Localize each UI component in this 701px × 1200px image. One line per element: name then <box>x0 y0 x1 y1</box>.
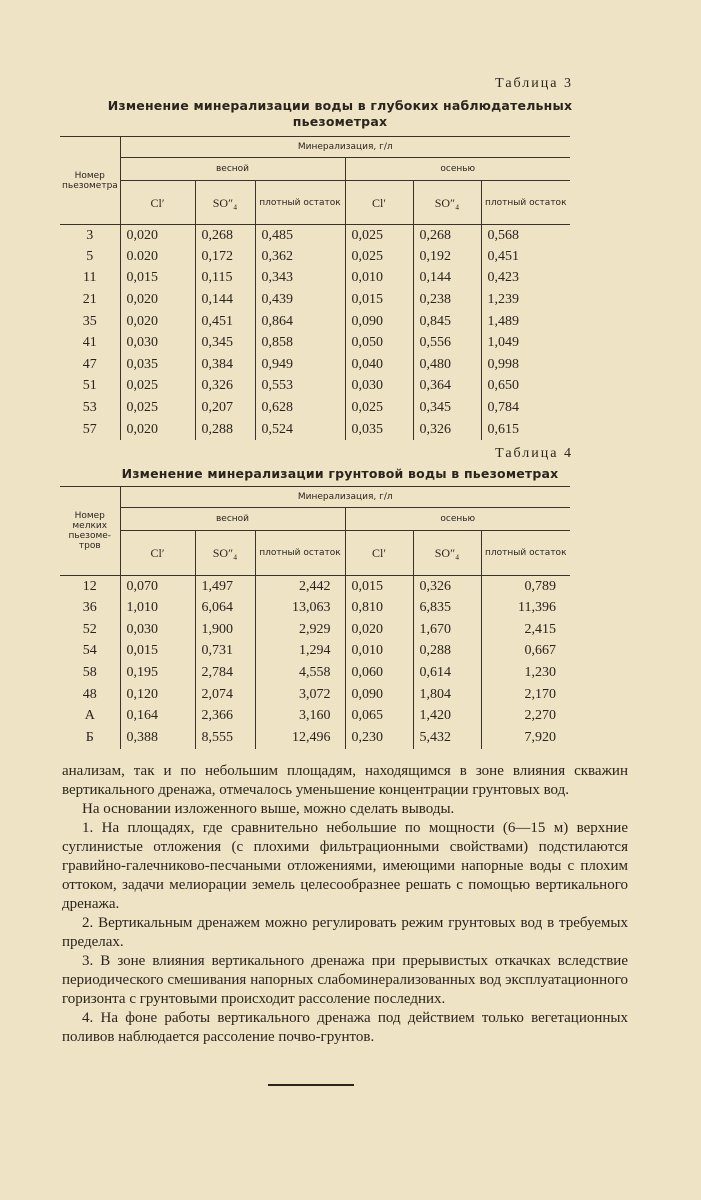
table3-cell: 0,025 <box>345 246 413 268</box>
table3-cl-spring-header: Cl′ <box>120 181 195 225</box>
table4-cell: 2,366 <box>195 706 255 728</box>
table3-cell: 0,238 <box>413 289 481 311</box>
table4-cell: 7,920 <box>481 727 570 749</box>
table3-cell: 1,049 <box>481 332 570 354</box>
table3-cell: 1,489 <box>481 311 570 333</box>
table3-cell: 0,268 <box>413 225 481 247</box>
table3-cell: 0,451 <box>481 246 570 268</box>
table4-cell: 12,496 <box>255 727 345 749</box>
table4-cell: 0,070 <box>120 576 195 598</box>
table3-cell: 0,784 <box>481 397 570 419</box>
table4-cell: 1,294 <box>255 641 345 663</box>
table3-cell: 0,020 <box>120 225 195 247</box>
table4-row-id: А <box>84 708 95 724</box>
table4-row <box>60 576 570 598</box>
table4-row-id: 54 <box>82 643 97 659</box>
table4-cell: 0,020 <box>345 619 413 641</box>
table4-cell: 0,667 <box>481 641 570 663</box>
table4-cell: 0,090 <box>345 684 413 706</box>
table3-cell: 0,115 <box>195 268 255 290</box>
table4-row-id: 12 <box>82 578 97 594</box>
table3-cell: 0,628 <box>255 397 345 419</box>
table3-cell: 0,423 <box>481 268 570 290</box>
table3-cell: 0,345 <box>195 332 255 354</box>
table4-mineralization-header: Минерализация, г/л <box>120 487 570 508</box>
table3-cell: 0,010 <box>345 268 413 290</box>
table3-cell: 0,090 <box>345 311 413 333</box>
table3 <box>60 136 570 440</box>
table4-cell: 0,060 <box>345 662 413 684</box>
table4-residue-autumn-header: плотный остаток <box>481 531 570 576</box>
table3-cell: 0,192 <box>413 246 481 268</box>
table3-cell: 0,144 <box>195 289 255 311</box>
table3-cell: 0,362 <box>255 246 345 268</box>
table3-cell: 0,326 <box>195 376 255 398</box>
table3-row-id: 3 <box>86 227 94 243</box>
table4-row <box>60 641 570 663</box>
table3-spring-header: весной <box>120 158 345 181</box>
table3-cell: 0,020 <box>120 419 195 441</box>
table3-residue-autumn-header: плотный остаток <box>481 181 570 225</box>
table3-so4-autumn-header: SO″₄ <box>413 181 481 225</box>
table3-cell: 0,553 <box>255 376 345 398</box>
table4-cell: 0,015 <box>345 576 413 598</box>
table4-cell: 2,784 <box>195 662 255 684</box>
table3-cell: 0,025 <box>120 376 195 398</box>
table3-row-id: 41 <box>82 335 97 351</box>
table4-row-id: 52 <box>82 621 97 637</box>
table3-row <box>60 289 570 311</box>
table3-cell: 0,050 <box>345 332 413 354</box>
table3-row <box>60 268 570 290</box>
table3-cell: 0,020 <box>120 311 195 333</box>
table3-row-id: 21 <box>82 292 97 308</box>
table3-cell: 0,288 <box>195 419 255 441</box>
table4-cell: 0,288 <box>413 641 481 663</box>
table4-row-id: 58 <box>82 665 97 681</box>
table4-cell: 1,900 <box>195 619 255 641</box>
table3-cell: 0,207 <box>195 397 255 419</box>
table4-cl-spring-header: Cl′ <box>120 531 195 576</box>
table4-cell: 0,789 <box>481 576 570 598</box>
table3-cell: 0,020 <box>120 289 195 311</box>
table3-cell: 0,524 <box>255 419 345 441</box>
table3-cell: 0,025 <box>345 225 413 247</box>
end-rule <box>268 1084 354 1086</box>
table3-cell: 0,326 <box>413 419 481 441</box>
table4-cell: 0,164 <box>120 706 195 728</box>
table4-number: Таблица 4 <box>495 446 573 461</box>
table3-col-id-header: Номер пьезометра <box>60 137 120 225</box>
table3-autumn-header: осенью <box>345 158 570 181</box>
table3-cell: 1,239 <box>481 289 570 311</box>
table3-cell: 0,025 <box>120 397 195 419</box>
table4-cell: 1,804 <box>413 684 481 706</box>
table3-row <box>60 376 570 398</box>
table3-cell: 0,485 <box>255 225 345 247</box>
table3-cell: 0,615 <box>481 419 570 441</box>
table3-cell: 0,025 <box>345 397 413 419</box>
table3-row <box>60 246 570 268</box>
table4-cell: 2,270 <box>481 706 570 728</box>
table4-cell: 0,326 <box>413 576 481 598</box>
table3-cell: 0,015 <box>120 268 195 290</box>
table4-cell: 2,074 <box>195 684 255 706</box>
paragraph-conclusion-1: 1. На площадях, где сравнительно небольшие по мощности (6—15 м) верхние суглинистые отложения (с плохими фильтрационными свойствами) подстилаются гравийно-галечниково-песчаными отложениями, имеющими напорные воды с плохим оттоком, задачи мелиорации земель целесообразнее решать с помощью вертикального дренажа. <box>62 820 628 912</box>
table4-cell: 1,420 <box>413 706 481 728</box>
table4-cell: 0,010 <box>345 641 413 663</box>
table3-cell: 0,030 <box>345 376 413 398</box>
table3-cell: 0,172 <box>195 246 255 268</box>
table3-row <box>60 311 570 333</box>
table4-cell: 3,072 <box>255 684 345 706</box>
table4-row <box>60 597 570 619</box>
table4-cell: 1,497 <box>195 576 255 598</box>
table3-cell: 0,144 <box>413 268 481 290</box>
table3-cell: 0,268 <box>195 225 255 247</box>
table3-cell: 0,040 <box>345 354 413 376</box>
table3-cell: 0,556 <box>413 332 481 354</box>
table4-cell: 2,415 <box>481 619 570 641</box>
table3-row <box>60 225 570 247</box>
table3-cell: 0,345 <box>413 397 481 419</box>
table4-cell: 5,432 <box>413 727 481 749</box>
table3-row-id: 57 <box>82 421 97 437</box>
paragraph-conclusions-intro: На основании изложенного выше, можно сделать выводы. <box>82 801 455 817</box>
table3-cell: 0,998 <box>481 354 570 376</box>
table3-cell: 0.020 <box>120 246 195 268</box>
table4-autumn-header: осенью <box>345 508 570 531</box>
table3-title-line2: пьезометрах <box>292 114 388 129</box>
table3-cell: 0,384 <box>195 354 255 376</box>
table4-residue-spring-header: плотный остаток <box>255 531 345 576</box>
table3-title-line1: Изменение минерализации воды в глубоких наблюдательных <box>107 98 573 113</box>
table3-row <box>60 354 570 376</box>
table3-cell: 0,949 <box>255 354 345 376</box>
table3-title <box>60 98 620 130</box>
table4-row-id: 36 <box>82 600 97 616</box>
paragraph-continuation: анализам, так и по небольшим площадям, находящимся в зоне влияния скважин вертикального дренажа, отмечалось уменьшение концентрации грунтовых вод. <box>62 763 628 798</box>
table4-row <box>60 727 570 749</box>
table4-cell: 2,170 <box>481 684 570 706</box>
table4-cell: 0,015 <box>120 641 195 663</box>
table4-so4-spring-header: SO″₄ <box>195 531 255 576</box>
table4-title: Изменение минерализации грунтовой воды в пьезометрах <box>121 466 559 481</box>
table3-cell: 0,035 <box>345 419 413 441</box>
table4-cell: 0,230 <box>345 727 413 749</box>
table4-row <box>60 684 570 706</box>
table4-cell: 3,160 <box>255 706 345 728</box>
table4-cell: 11,396 <box>481 597 570 619</box>
table4-cell: 1,230 <box>481 662 570 684</box>
table4-cell: 6,835 <box>413 597 481 619</box>
table4-row <box>60 662 570 684</box>
table3-row-id: 35 <box>82 313 97 329</box>
paragraph-conclusion-3: 3. В зоне влияния вертикального дренажа при прерывистых откачках вследствие периодического смешивания напорных слабоминерализованных вод эксплуатационного горизонта с грунтовыми происходит рассоление последних. <box>62 953 628 1007</box>
table3-row-id: 11 <box>83 270 97 286</box>
table3-cell: 0,439 <box>255 289 345 311</box>
table4-col-id-header: Номер мелких пьезоме-тров <box>60 487 120 576</box>
table3-cell: 0,343 <box>255 268 345 290</box>
table3-cell: 0,650 <box>481 376 570 398</box>
table3-cell: 0,015 <box>345 289 413 311</box>
table3-residue-spring-header: плотный остаток <box>255 181 345 225</box>
table3-cell: 0,864 <box>255 311 345 333</box>
table4-cell: 0,388 <box>120 727 195 749</box>
table3-row-id: 47 <box>82 356 97 372</box>
table4-row-id: Б <box>85 730 94 746</box>
body-text <box>62 762 628 1047</box>
table3-row-id: 53 <box>82 400 97 416</box>
table3-cell: 0,480 <box>413 354 481 376</box>
table4-cell: 13,063 <box>255 597 345 619</box>
table4-cell: 0,810 <box>345 597 413 619</box>
table3-cell: 0,035 <box>120 354 195 376</box>
table4-cell: 0,030 <box>120 619 195 641</box>
table4-spring-header: весной <box>120 508 345 531</box>
table3-row-id: 51 <box>82 378 97 394</box>
table4-so4-autumn-header: SO″₄ <box>413 531 481 576</box>
table4-cell: 0,731 <box>195 641 255 663</box>
table4 <box>60 486 570 749</box>
table4-cell: 8,555 <box>195 727 255 749</box>
paragraph-conclusion-4: 4. На фоне работы вертикального дренажа под действием только вегетационных поливов наблюдается рассоление почво-грунтов. <box>62 1010 628 1045</box>
table4-cl-autumn-header: Cl′ <box>345 531 413 576</box>
table3-row <box>60 332 570 354</box>
table4-cell: 2,929 <box>255 619 345 641</box>
table3-row <box>60 397 570 419</box>
table4-cell: 0,120 <box>120 684 195 706</box>
table4-row <box>60 619 570 641</box>
table4-cell: 6,064 <box>195 597 255 619</box>
table4-row <box>60 706 570 728</box>
table4-cell: 0,065 <box>345 706 413 728</box>
paragraph-conclusion-2: 2. Вертикальным дренажем можно регулировать режим грунтовых вод в требуемых пределах. <box>62 915 628 950</box>
table3-so4-spring-header: SO″₄ <box>195 181 255 225</box>
table3-cell: 0,451 <box>195 311 255 333</box>
table4-cell: 4,558 <box>255 662 345 684</box>
table3-mineralization-header: Минерализация, г/л <box>120 137 570 158</box>
table3-row <box>60 419 570 441</box>
table4-cell: 1,670 <box>413 619 481 641</box>
table3-cl-autumn-header: Cl′ <box>345 181 413 225</box>
table4-cell: 1,010 <box>120 597 195 619</box>
table3-cell: 0,858 <box>255 332 345 354</box>
table3-row-id: 5 <box>86 248 94 264</box>
table4-cell: 0,614 <box>413 662 481 684</box>
table3-number: Таблица 3 <box>495 76 573 91</box>
table3-cell: 0,364 <box>413 376 481 398</box>
table3-cell: 0,845 <box>413 311 481 333</box>
table4-cell: 2,442 <box>255 576 345 598</box>
table3-cell: 0,030 <box>120 332 195 354</box>
table3-cell: 0,568 <box>481 225 570 247</box>
table4-cell: 0,195 <box>120 662 195 684</box>
table4-row-id: 48 <box>82 686 97 702</box>
